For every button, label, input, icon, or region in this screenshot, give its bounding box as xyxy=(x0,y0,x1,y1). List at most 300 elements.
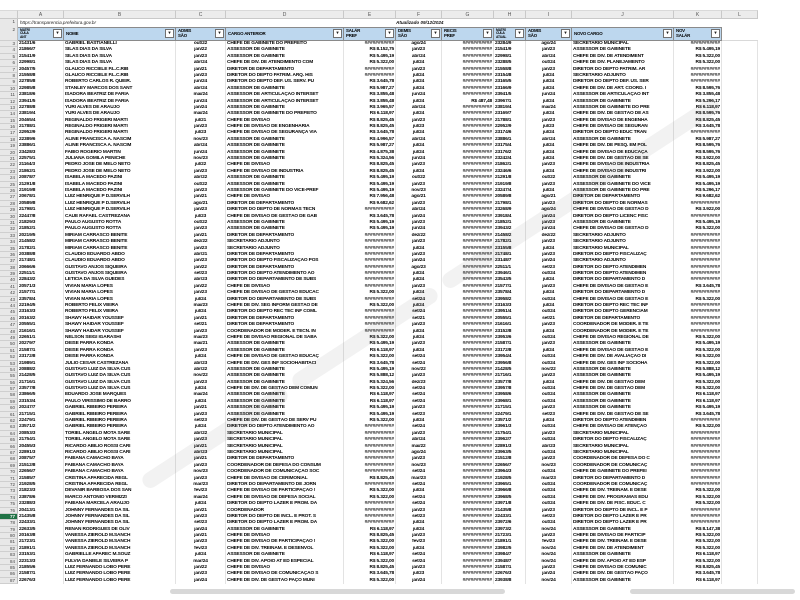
cell[interactable]: 22511/1 xyxy=(18,271,64,277)
row-header[interactable]: 60 xyxy=(0,405,18,411)
cell[interactable]: jan/23 xyxy=(176,54,226,60)
cell[interactable]: ASSESSOR DE GABINETE xyxy=(226,380,344,386)
cell[interactable]: nov/23 xyxy=(526,463,572,469)
cell[interactable]: CLAUDIO EDUARDO ABDO xyxy=(64,258,176,264)
cell[interactable]: CHEFE DE DIV. DE GESTÃO DE AS xyxy=(572,111,674,117)
cell[interactable]: jan/23 xyxy=(396,322,442,328)
row-header[interactable]: 82 xyxy=(0,546,18,552)
cell[interactable]: 21541/9 xyxy=(18,54,64,60)
cell[interactable]: ########### xyxy=(442,284,494,290)
cell[interactable]: jul/24 xyxy=(396,86,442,92)
cell[interactable]: DIRETOR DO DEPTO LAZER E PROM. DA xyxy=(226,520,344,526)
cell[interactable]: jan/23 xyxy=(176,246,226,252)
cell[interactable]: 23288/3 xyxy=(18,501,64,507)
cell[interactable]: 20455/3 xyxy=(18,444,64,450)
row-header[interactable]: 69 xyxy=(0,463,18,469)
cell[interactable]: jul/24 xyxy=(396,271,442,277)
cell[interactable]: LUIZ HENRIQUE P D.SERVILH xyxy=(64,207,176,213)
cell[interactable]: ########### xyxy=(442,412,494,418)
cell[interactable]: jan/23 xyxy=(526,322,572,328)
cell[interactable]: CHEFE DE GABINETE DO PREFEI xyxy=(572,469,674,475)
cell[interactable]: FABIANA CAMACHO BAYA xyxy=(64,469,176,475)
cell[interactable]: 23169/7 xyxy=(494,111,526,117)
cell[interactable]: jan/23 xyxy=(176,124,226,130)
cell[interactable]: jul/24 xyxy=(526,150,572,156)
cell[interactable]: ########### xyxy=(442,546,494,552)
cell[interactable]: 23163/3 xyxy=(18,309,64,315)
cell[interactable]: jan/21 xyxy=(176,233,226,239)
cell[interactable]: out/22 xyxy=(176,182,226,188)
row-header[interactable]: 14 xyxy=(0,111,18,117)
cell[interactable]: DIRETOR DO DEPARTAMENTO D xyxy=(572,290,674,296)
cell[interactable]: 22511/1 xyxy=(494,265,526,271)
row-header[interactable]: 25 xyxy=(0,182,18,188)
cell[interactable]: ########### xyxy=(442,520,494,526)
cell[interactable]: 23428/3 xyxy=(18,150,64,156)
cell[interactable]: ago/23 xyxy=(396,265,442,271)
cell[interactable]: ASSESSOR DE GABINETE xyxy=(226,405,344,411)
cell[interactable]: ########### xyxy=(674,73,722,79)
cell[interactable]: DIRETOR DO DEPARTAMENTO DE SUBS xyxy=(226,277,344,283)
cell[interactable]: fev/23 xyxy=(396,539,442,545)
cell[interactable]: 22633/5 xyxy=(18,527,64,533)
header-cell-matricula-anterior[interactable] xyxy=(18,27,64,41)
cell[interactable]: R$ 8.147,38 xyxy=(674,527,722,533)
cell[interactable]: ########### xyxy=(344,431,396,437)
row-header[interactable]: 61 xyxy=(0,412,18,418)
cell[interactable]: 23961/3 xyxy=(494,424,526,430)
column-header-h[interactable]: H xyxy=(494,10,526,19)
cell[interactable]: R$ 5.495,19 xyxy=(674,373,722,379)
cell[interactable]: CHEFE DE DIVISÃO DE INDÚSTRIA xyxy=(572,162,674,168)
row-header[interactable]: 58 xyxy=(0,392,18,398)
row-header[interactable]: 15 xyxy=(0,118,18,124)
cell[interactable]: fev/23 xyxy=(176,546,226,552)
cell[interactable]: CHEFE DE DIVISÃO xyxy=(226,284,344,290)
cell[interactable]: ########### xyxy=(442,361,494,367)
filter-button[interactable] xyxy=(561,29,570,38)
row-header[interactable]: 72 xyxy=(0,482,18,488)
cell[interactable]: CHEFE DE DIV. PLANEJAMENTO xyxy=(572,60,674,66)
cell[interactable]: DIRETOR DO DEPARTAMENTO DE SUBS xyxy=(226,297,344,303)
cell[interactable]: R$ 8.825,45 xyxy=(344,565,396,571)
cell[interactable]: ########### xyxy=(674,437,722,443)
cell[interactable]: JOHNNY FERNANDES DA SIL xyxy=(64,514,176,520)
cell[interactable]: R$ 5.322,00 xyxy=(674,60,722,66)
cell[interactable]: R$ 8.152,75 xyxy=(344,47,396,53)
cell[interactable]: ASSESSOR DE GABINETE xyxy=(226,182,344,188)
cell[interactable]: jan/23 xyxy=(526,284,572,290)
cell[interactable]: jul/23 xyxy=(396,571,442,577)
cell[interactable]: ########### xyxy=(442,354,494,360)
cell[interactable]: DIRETOR DE DEPARTAMENTO xyxy=(226,322,344,328)
column-header-g[interactable]: G xyxy=(442,10,494,19)
row-header[interactable]: 80 xyxy=(0,533,18,539)
filter-button[interactable] xyxy=(215,29,224,38)
filter-button[interactable] xyxy=(165,29,174,38)
cell[interactable]: CHEFE DE DIV. DE GESTÃO DEM xyxy=(572,386,674,392)
cell[interactable]: DIRETOR DE DEPARTAMENTO xyxy=(226,67,344,73)
cell[interactable]: jul/24 xyxy=(396,546,442,552)
cell[interactable]: 22656/7 xyxy=(18,469,64,475)
row-header[interactable]: 83 xyxy=(0,552,18,558)
cell[interactable]: nov/23 xyxy=(176,156,226,162)
row-header[interactable]: 10 xyxy=(0,86,18,92)
cell[interactable]: jul/24 xyxy=(176,424,226,430)
cell[interactable]: DIRETOR DO DEPTO LAZER E PROM. DA xyxy=(226,501,344,507)
row-header[interactable]: 35 xyxy=(0,246,18,252)
cell[interactable]: R$ 8.825,45 xyxy=(674,162,722,168)
cell[interactable]: GABRIEL RIBEIRO PEREIRA xyxy=(64,418,176,424)
cell[interactable]: out/24 xyxy=(526,450,572,456)
cell[interactable]: set/24 xyxy=(396,469,442,475)
cell[interactable]: ########### xyxy=(344,252,396,258)
cell[interactable]: jan/23 xyxy=(526,67,572,73)
cell[interactable]: ########### xyxy=(442,54,494,60)
cell[interactable]: CHEFE DE DIVISÃO REGIONAL DE SABA xyxy=(226,335,344,341)
cell[interactable]: jul/24 xyxy=(526,348,572,354)
cell[interactable]: jan/23 xyxy=(396,284,442,290)
cell[interactable]: R$ 5.495,19 xyxy=(344,54,396,60)
cell[interactable]: jul/24 xyxy=(396,73,442,79)
cell[interactable]: ASSESSOR DE GABINETE xyxy=(226,392,344,398)
cell[interactable]: out/24 xyxy=(526,437,572,443)
cell[interactable]: CHEFE DE DIVISÃO xyxy=(226,533,344,539)
filter-button[interactable] xyxy=(483,29,492,38)
cell[interactable]: 21855/6 xyxy=(18,565,64,571)
cell[interactable]: 23174/6 xyxy=(494,130,526,136)
cell[interactable]: ASSESSOR DE GABINETE DO VICE xyxy=(572,182,674,188)
row-header[interactable]: 9 xyxy=(0,79,18,85)
cell[interactable]: ########### xyxy=(442,303,494,309)
cell[interactable]: set/24 xyxy=(396,495,442,501)
cell[interactable]: CHEFE DE DIVISÃO DE GESTÃO EDUCAC xyxy=(226,290,344,296)
cell[interactable]: ASSESSOR DE ARTICULAÇÃO INTERSET xyxy=(226,99,344,105)
cell[interactable]: TORIEL ANGELO MOTA SARE xyxy=(64,437,176,443)
cell[interactable]: DIRETOR DO DEPTO DE INCL. E P xyxy=(572,508,674,514)
cell[interactable]: ########### xyxy=(442,341,494,347)
cell[interactable]: 22194/5 xyxy=(18,303,64,309)
cell[interactable]: jan/24 xyxy=(396,258,442,264)
cell[interactable]: jan/23 xyxy=(396,182,442,188)
cell[interactable]: ########### xyxy=(344,207,396,213)
cell[interactable]: 23571/2 xyxy=(18,424,64,430)
cell[interactable]: 23176/2 xyxy=(494,150,526,156)
cell[interactable]: ########### xyxy=(344,297,396,303)
cell[interactable]: ########### xyxy=(674,233,722,239)
row-header[interactable]: 68 xyxy=(0,456,18,462)
cell[interactable]: ISADORA BEATRIZ DE FARIA xyxy=(64,99,176,105)
row-header[interactable]: 73 xyxy=(0,488,18,494)
cell[interactable]: ASSESSOR DE GABINETE xyxy=(226,220,344,226)
cell[interactable]: CHEFE DE DIVISÃO DE COMUNIC xyxy=(572,565,674,571)
cell[interactable]: ########### xyxy=(442,47,494,53)
cell[interactable]: DIRETOR DO DEPTO PATRIM. ARQ. HIS xyxy=(226,73,344,79)
cell[interactable]: 20888/2 xyxy=(18,367,64,373)
cell[interactable]: R$ 6.118,97 xyxy=(344,399,396,405)
cell[interactable]: 21512/8 xyxy=(18,463,64,469)
cell[interactable]: jan/24 xyxy=(176,105,226,111)
cell[interactable]: 23819/4 xyxy=(494,105,526,111)
row-header[interactable]: 84 xyxy=(0,559,18,565)
cell[interactable]: DIRETOR DO DEPARTAMENTO D xyxy=(572,277,674,283)
cell[interactable]: 21788/1 xyxy=(18,124,64,130)
cell[interactable]: DIRETOR DO DEPARTAMENTO D xyxy=(572,476,674,482)
cell[interactable]: ########### xyxy=(442,418,494,424)
row-header[interactable]: 74 xyxy=(0,495,18,501)
cell[interactable]: 23956/8 xyxy=(494,361,526,367)
cell[interactable]: R$ 3.855,48 xyxy=(344,99,396,105)
cell[interactable]: jul/24 xyxy=(396,520,442,526)
cell[interactable]: DIRETOR DO DEPTO REC TEC INF xyxy=(572,303,674,309)
cell[interactable]: jan/24 xyxy=(176,578,226,584)
cell[interactable]: jan/23 xyxy=(176,412,226,418)
cell[interactable]: CHEFE DE DIV. DE GESTÃO PAÇO xyxy=(572,571,674,577)
cell[interactable]: 21716/1 xyxy=(18,380,64,386)
cell[interactable]: ########### xyxy=(442,392,494,398)
cell[interactable]: VANESSA ZIEROLD M.SANCH xyxy=(64,533,176,539)
cell[interactable]: ########### xyxy=(442,437,494,443)
cell[interactable]: SECRETARIO MUNICIPAL xyxy=(572,41,674,47)
cell[interactable]: jun/24 xyxy=(396,226,442,232)
column-header-l[interactable]: L xyxy=(722,10,758,19)
cell[interactable]: ########### xyxy=(442,444,494,450)
cell[interactable]: nov/24 xyxy=(526,552,572,558)
cell[interactable]: DIRETOR DO DEPTO GERENCIAM xyxy=(572,309,674,315)
cell[interactable]: SECRETARIO ADJUNTO xyxy=(226,246,344,252)
cell[interactable]: CHEFE DE DIVISÃO DE DEFESA SOCIAL xyxy=(226,495,344,501)
cell[interactable]: jan/23 xyxy=(526,118,572,124)
row-header[interactable]: 39 xyxy=(0,271,18,277)
cell[interactable]: 23577/8 xyxy=(18,386,64,392)
cell[interactable]: ########### xyxy=(442,86,494,92)
cell[interactable]: jul/24 xyxy=(396,143,442,149)
cell[interactable]: ########### xyxy=(442,571,494,577)
cell[interactable]: ISABELA MACEDO PAZINI xyxy=(64,182,176,188)
filter-button[interactable] xyxy=(663,29,672,38)
cell[interactable]: 20279/7 xyxy=(18,341,64,347)
cell[interactable]: set/24 xyxy=(396,309,442,315)
cell[interactable]: 23163/3 xyxy=(494,303,526,309)
cell[interactable]: jan/23 xyxy=(396,373,442,379)
row-header[interactable]: 75 xyxy=(0,501,18,507)
cell[interactable]: jan/23 xyxy=(526,239,572,245)
cell[interactable]: ########### xyxy=(442,508,494,514)
cell[interactable]: R$ 5.495,19 xyxy=(344,220,396,226)
cell[interactable]: jan/21 xyxy=(176,194,226,200)
cell[interactable]: 21577/1 xyxy=(18,290,64,296)
cell[interactable]: nov/24 xyxy=(526,578,572,584)
cell[interactable]: 23958/6 xyxy=(494,392,526,398)
cell[interactable]: abr/24 xyxy=(176,143,226,149)
cell[interactable]: ########### xyxy=(344,284,396,290)
cell[interactable]: SECRETARIO ADJUNTO xyxy=(572,258,674,264)
cell[interactable]: R$ 5.322,00 xyxy=(674,297,722,303)
cell[interactable]: GUSTAVO LUIZ DA SILVA CUS xyxy=(64,386,176,392)
cell[interactable]: ########### xyxy=(442,124,494,130)
cell[interactable]: ########### xyxy=(674,482,722,488)
cell[interactable]: R$ 6.118,97 xyxy=(674,105,722,111)
cell[interactable]: 22998/1 xyxy=(18,60,64,66)
cell[interactable]: GABRIEL RIBEIRO PEREIRA xyxy=(64,405,176,411)
cell[interactable]: COORDENADOR DE MODER. E TE xyxy=(572,322,674,328)
cell[interactable]: ########### xyxy=(344,271,396,277)
row-header[interactable]: 79 xyxy=(0,527,18,533)
cell[interactable]: R$ 3.645,78 xyxy=(674,124,722,130)
cell[interactable]: 21928/5 xyxy=(18,482,64,488)
cell[interactable]: 22891/3 xyxy=(494,444,526,450)
cell[interactable]: ########### xyxy=(674,450,722,456)
cell[interactable]: R$ 4.875,38 xyxy=(344,150,396,156)
row-header[interactable]: 5 xyxy=(0,54,18,60)
cell[interactable]: set/24 xyxy=(396,501,442,507)
cell[interactable]: MIRIAM CARRASCO BENITE xyxy=(64,246,176,252)
cell[interactable]: ########### xyxy=(344,514,396,520)
cell[interactable]: jul/24 xyxy=(396,150,442,156)
row-header[interactable]: 34 xyxy=(0,239,18,245)
cell[interactable]: jan/23 xyxy=(526,508,572,514)
cell[interactable]: jan/23 xyxy=(526,533,572,539)
cell[interactable]: abr/24 xyxy=(176,60,226,66)
cell[interactable]: abr/24 xyxy=(396,105,442,111)
cell[interactable]: 20875/7 xyxy=(18,456,64,462)
cell[interactable]: ########### xyxy=(344,424,396,430)
cell[interactable]: 20219/5 xyxy=(18,233,64,239)
cell[interactable]: ########### xyxy=(674,418,722,424)
cell[interactable]: DIRETOR DE DEPARTAMENTO xyxy=(226,265,344,271)
cell[interactable]: ########### xyxy=(442,201,494,207)
cell[interactable]: 23951/4 xyxy=(494,309,526,315)
cell[interactable]: jan/21 xyxy=(176,67,226,73)
row-header[interactable]: 85 xyxy=(0,565,18,571)
cell[interactable]: ########### xyxy=(442,450,494,456)
cell[interactable]: REGINALDO FRIGERI MARTI xyxy=(64,118,176,124)
cell[interactable]: DIRETOR DO DEPTO ATENDIMEN xyxy=(572,271,674,277)
cell[interactable]: 21798/1 xyxy=(494,201,526,207)
row-header[interactable]: 45 xyxy=(0,309,18,315)
cell[interactable]: out/22 xyxy=(396,175,442,181)
cell[interactable]: jul/24 xyxy=(526,156,572,162)
cell[interactable]: abr/22 xyxy=(176,431,226,437)
cell[interactable]: 21891/1 xyxy=(18,546,64,552)
cell[interactable]: jan/23 xyxy=(526,162,572,168)
cell[interactable]: DIRETOR DO DEPTO FISCALIZAÇ xyxy=(572,437,674,443)
cell[interactable]: jan/23 xyxy=(526,565,572,571)
cell[interactable]: set/24 xyxy=(396,386,442,392)
cell[interactable]: VANESSA ZIEROLD M.SANCH xyxy=(64,546,176,552)
cell[interactable]: ########### xyxy=(442,79,494,85)
cell[interactable]: ASSESSOR DE GABINETE xyxy=(226,105,344,111)
row-header[interactable]: 41 xyxy=(0,284,18,290)
cell[interactable]: jan/21 xyxy=(176,316,226,322)
cell[interactable]: set/23 xyxy=(176,520,226,526)
cell[interactable]: 20589/8 xyxy=(18,201,64,207)
cell[interactable]: jan/23 xyxy=(396,341,442,347)
cell[interactable]: 20163/8 xyxy=(18,533,64,539)
cell[interactable]: jan/23 xyxy=(176,514,226,520)
cell[interactable]: 22433/1 xyxy=(494,514,526,520)
cell[interactable]: 21428/5 xyxy=(494,367,526,373)
cell[interactable]: VIVIAN MARIA LOPES xyxy=(64,290,176,296)
cell[interactable]: ago/24 xyxy=(396,41,442,47)
cell[interactable]: 23154/8 xyxy=(494,73,526,79)
cell[interactable]: 23175/4 xyxy=(494,143,526,149)
cell[interactable]: 23967/1 xyxy=(494,99,526,105)
cell[interactable]: ########### xyxy=(442,105,494,111)
filter-button[interactable] xyxy=(333,29,342,38)
cell[interactable]: DIRETOR DO DEPTO ATENDIMENTO AO xyxy=(226,424,344,430)
cell[interactable]: jun/24 xyxy=(176,99,226,105)
cell[interactable]: YURI ALVES DE ARAÚJO xyxy=(64,105,176,111)
cell[interactable]: ########### xyxy=(344,41,396,47)
cell[interactable]: CHEFE DE DIVISÃO DE GESTÃO D xyxy=(572,226,674,232)
cell[interactable]: 23571/2 xyxy=(494,418,526,424)
cell[interactable]: jan/23 xyxy=(396,162,442,168)
row-header[interactable]: 86 xyxy=(0,571,18,577)
cell[interactable]: R$ 5.495,19 xyxy=(674,220,722,226)
column-header-i[interactable]: I xyxy=(526,10,572,19)
cell[interactable]: ASSESSOR DE GABINETE DO PRE xyxy=(572,188,674,194)
cell[interactable]: abr/23 xyxy=(526,444,572,450)
cell[interactable]: 23818/6 xyxy=(18,92,64,98)
cell[interactable]: CHEFE DE DIV. TREINAM. E DESE xyxy=(572,488,674,494)
cell[interactable]: abr/24 xyxy=(396,437,442,443)
cell[interactable]: GUSTAVO ANJOS SIQUEIRA xyxy=(64,265,176,271)
cell[interactable]: CHEFE DE DIVISÃO DE PARTICIP xyxy=(572,533,674,539)
cell[interactable]: 22985/8 xyxy=(18,86,64,92)
cell[interactable]: R$ 3.645,78 xyxy=(344,214,396,220)
cell[interactable]: SHAWY HAIDAR YOUSSEF xyxy=(64,329,176,335)
cell[interactable]: ASSESSOR DE GABINETE xyxy=(572,341,674,347)
row-header[interactable]: 51 xyxy=(0,348,18,354)
cell[interactable]: SECRETARIO MUNICIPAL xyxy=(226,437,344,443)
row-header[interactable]: 3 xyxy=(0,41,18,47)
cell[interactable]: CHEFE DE DIVISÃO xyxy=(226,194,344,200)
cell[interactable]: 21587/1 xyxy=(494,565,526,571)
cell[interactable]: jun/24 xyxy=(176,79,226,85)
cell[interactable]: ########### xyxy=(442,469,494,475)
cell[interactable]: jan/22 xyxy=(176,265,226,271)
cell[interactable]: set/24 xyxy=(396,424,442,430)
cell[interactable]: jan/23 xyxy=(526,47,572,53)
row-header[interactable]: 40 xyxy=(0,277,18,283)
cell[interactable]: fev/23 xyxy=(526,539,572,545)
cell[interactable]: out/24 xyxy=(526,482,572,488)
row-header[interactable]: 47 xyxy=(0,322,18,328)
cell[interactable]: DIRETOR DO DEPTO ATENDIMEN xyxy=(572,265,674,271)
cell[interactable]: ########### xyxy=(442,456,494,462)
cell[interactable]: set/24 xyxy=(396,361,442,367)
cell[interactable]: DIRETOR DO DEPTO DE NORMAS xyxy=(572,201,674,207)
cell[interactable]: 23866/5 xyxy=(18,392,64,398)
cell[interactable]: ASSESSOR DE GABINETE xyxy=(572,578,674,584)
cell[interactable]: ago/21 xyxy=(176,201,226,207)
cell[interactable]: jul/24 xyxy=(526,303,572,309)
cell[interactable]: jul/23 xyxy=(526,124,572,130)
cell[interactable]: 23965/1 xyxy=(494,482,526,488)
cell[interactable]: mar/24 xyxy=(176,559,226,565)
cell[interactable]: ########### xyxy=(442,252,494,258)
cell[interactable]: abr/24 xyxy=(526,137,572,143)
cell[interactable]: RICARDO ABILIO ROSSI CARI xyxy=(64,450,176,456)
cell[interactable]: jan/23 xyxy=(176,571,226,577)
cell[interactable]: R$ 5.296,17 xyxy=(674,99,722,105)
cell[interactable]: ########### xyxy=(442,233,494,239)
row-header[interactable]: 64 xyxy=(0,431,18,437)
cell[interactable]: R$ 6.118,97 xyxy=(674,392,722,398)
cell[interactable]: CHEFE DE DIVISÃO DE SEGURAN xyxy=(572,124,674,130)
cell[interactable]: jan/23 xyxy=(176,539,226,545)
